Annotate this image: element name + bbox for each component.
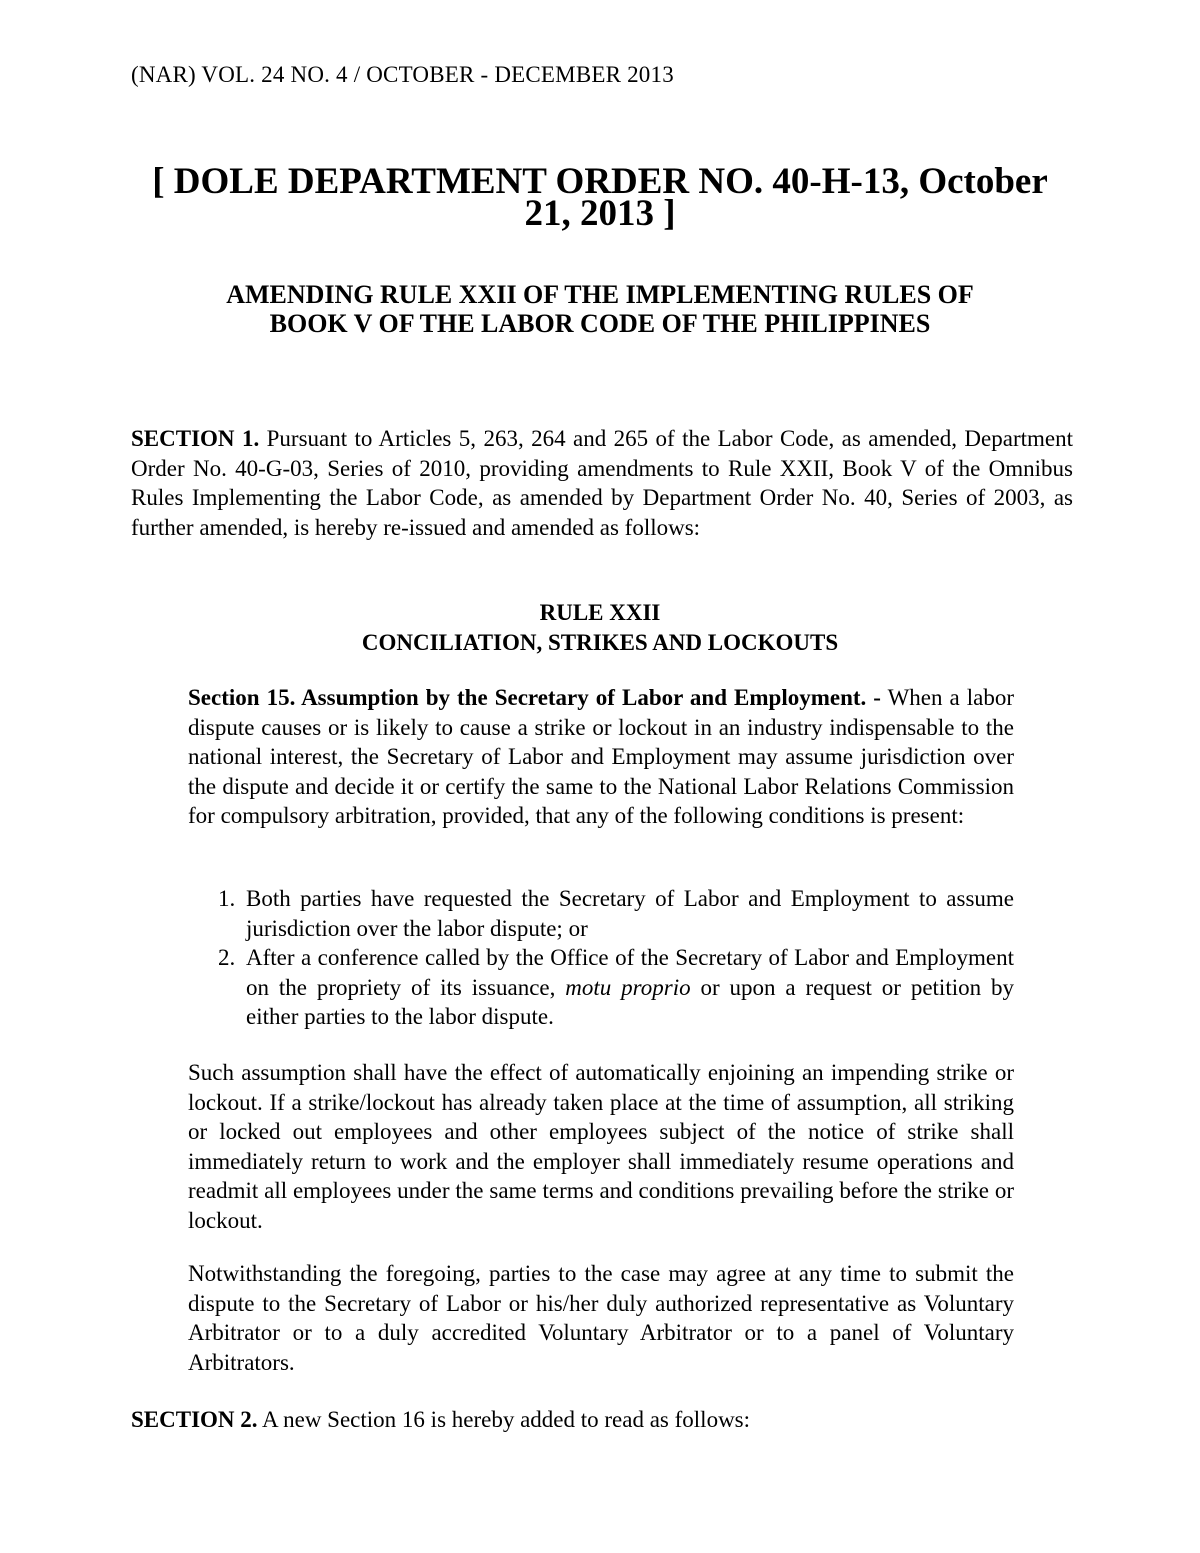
assumption-effect-paragraph: Such assumption shall have the effect of automatically enjoining an impending strike or lockout. If a strike/lockout has already taken place at the time of assumption, all striking or locked out employees and other employees subject of the notice of strike shall immediately return to work and the employer shall immediately resume operations and readmit all employees under the same terms and conditions prevailing before the strike or lockout. <box>188 1060 1014 1233</box>
condition-number: 1. <box>218 886 236 911</box>
document-subtitle-line-2: BOOK V OF THE LABOR CODE OF THE PHILIPPINES <box>269 309 931 338</box>
condition-text-before: After a conference called by the Office of the Secretary of Labor and Employment on the propriety of its issuance, <box>246 945 1014 1000</box>
rule-heading <box>131 598 1069 657</box>
condition-item <box>188 884 1014 943</box>
section-1-paragraph <box>131 424 1073 542</box>
document-title <box>120 161 1080 234</box>
section-1-text: Pursuant to Articles 5, 263, 264 and 265 of the Labor Code, as amended, Department Order No. 40-G-03, Series of 2010, providing amendments to Rule XXII, Book V of the Omnibus Rules Implementing the Labor Code, as amended by Department Order No. 40, Series of 2003, as further amended, is hereby re-issued and amended as follows: <box>131 426 1073 540</box>
section-1-label: SECTION 1. <box>131 426 260 451</box>
document-title-line-2: 21, 2013 ] <box>524 193 676 234</box>
notwithstanding-paragraph: Notwithstanding the foregoing, parties to the case may agree at any time to submit the dispute to the Secretary of Labor or his/her duly authorized representative as Voluntary Arbitrator or to a duly accredited Voluntary Arbitrator or to a panel of Voluntary Arbitrators. <box>188 1261 1014 1375</box>
condition-text-after: or upon a request or petition by either parties to the labor dispute. <box>246 974 1014 1029</box>
document-title-line-1: [ DOLE DEPARTMENT ORDER NO. 40-H-13, October <box>152 161 1048 202</box>
rule-number: RULE XXII <box>539 600 661 625</box>
document-subtitle <box>131 280 1069 338</box>
section-2-text: A new Section 16 is hereby added to read as follows: <box>257 1407 751 1432</box>
section-2-paragraph <box>131 1405 1073 1435</box>
section-15-heading: Section 15. Assumption by the Secretary of Labor and Employment. - <box>188 685 881 710</box>
journal-citation: (NAR) VOL. 24 NO. 4 / OCTOBER - DECEMBER 2013 <box>131 62 674 87</box>
section-15-paragraph <box>188 683 1014 831</box>
section-15-text: When a labor dispute causes or is likely to cause a strike or lockout in an industry indispensable to the national interest, the Secretary of Labor and Employment may assume jurisdiction over the dispute and decide it or certify the same to the National Labor Relations Commission for compulsory arbitration, provided, that any of the following conditions is present: <box>188 685 1015 828</box>
condition-text: Both parties have requested the Secretary of Labor and Employment to assume jurisdiction over the labor dispute; or <box>246 886 1014 941</box>
condition-item <box>188 943 1014 1032</box>
condition-italic-term: motu proprio <box>565 974 691 1000</box>
rule-title: CONCILIATION, STRIKES AND LOCKOUTS <box>361 629 839 655</box>
section-2-label: SECTION 2. <box>131 1407 258 1432</box>
condition-number: 2. <box>218 945 236 970</box>
document-subtitle-line-1: AMENDING RULE XXII OF THE IMPLEMENTING RULES OF <box>226 280 974 309</box>
conditions-list <box>188 884 1014 1032</box>
